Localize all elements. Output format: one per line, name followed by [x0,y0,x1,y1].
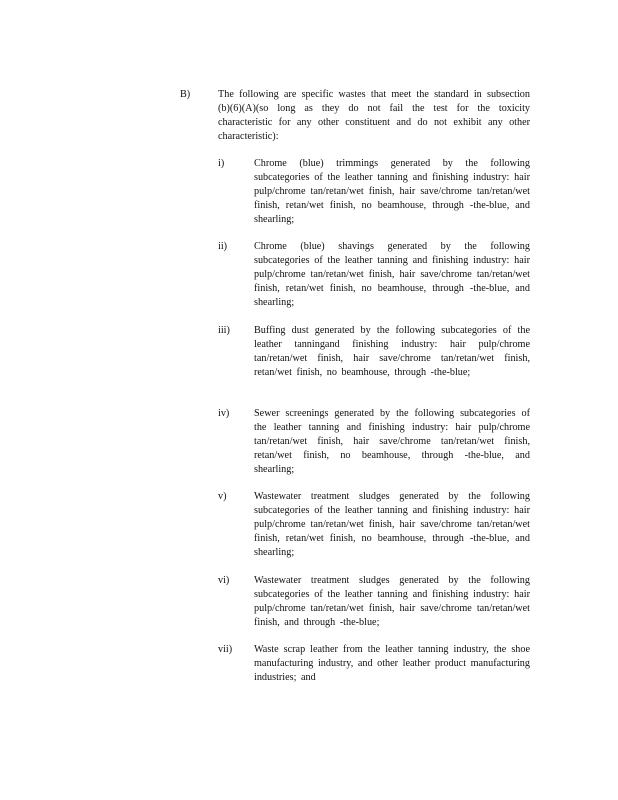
item-number: vii) [218,644,233,655]
item-number: v) [218,491,227,502]
item-text: Wastewater treatment sludges generated by the following subcategories of the leather tanning and finishing industry: hair pulp/chrome tan/retan/wet finish, hair save/chrome tan/retan/wet finish, retan/wet finish, no beamhouse, through -the-blue, and shearling; [254,491,530,558]
item-number: vi) [218,575,230,586]
item-number: i) [218,158,225,169]
item-number: iii) [218,325,230,336]
item-text: Buffing dust generated by the following subcategories of the leather tanningand finishing industry: hair pulp/chrome tan/retan/wet finish, hair save/chrome tan/retan/wet finish, retan/wet finish, no beamhouse, through -the-blue; [254,325,530,378]
item-text: Chrome (blue) shavings generated by the following subcategories of the leather tanning and finishing industry: hair pulp/chrome tan/retan/wet finish, hair save/chrome tan/retan/wet finish, retan/wet finish, no beamhouse, through -the-blue, and shearling; [254,241,530,308]
item-text: Wastewater treatment sludges generated by the following subcategories of the leather tanning and finishing industry: hair pulp/chrome tan/retan/wet finish, hair save/chrome tan/retan/wet finish, and through -the-blue; [254,575,530,628]
item-text: Waste scrap leather from the leather tanning industry, the shoe manufacturing industry, and other leather product manufacturing industries; and [254,644,530,683]
item-text: Sewer screenings generated by the following subcategories of the leather tanning and finishing industry: hair pulp/chrome tan/retan/wet finish, hair save/chrome tan/retan/wet finish, retan/wet finish, no beamhouse, through -the-blue, and shearling; [254,408,530,475]
section-label: B) [180,89,191,100]
item-number: ii) [218,241,228,252]
item-text: Chrome (blue) trimmings generated by the following subcategories of the leather tanning and finishing industry: hair pulp/chrome tan/retan/wet finish, hair save/chrome tan/retan/wet finish, retan/wet finish, no beamhouse, through -the-blue, and shearling; [254,158,530,225]
section-intro: The following are specific wastes that meet the standard in subsection (b)(6)(A)(so long as they do not fail the test for the toxicity characteristic for any other constituent and do not exhibit any other characteristic): [218,89,530,142]
item-number: iv) [218,408,230,419]
